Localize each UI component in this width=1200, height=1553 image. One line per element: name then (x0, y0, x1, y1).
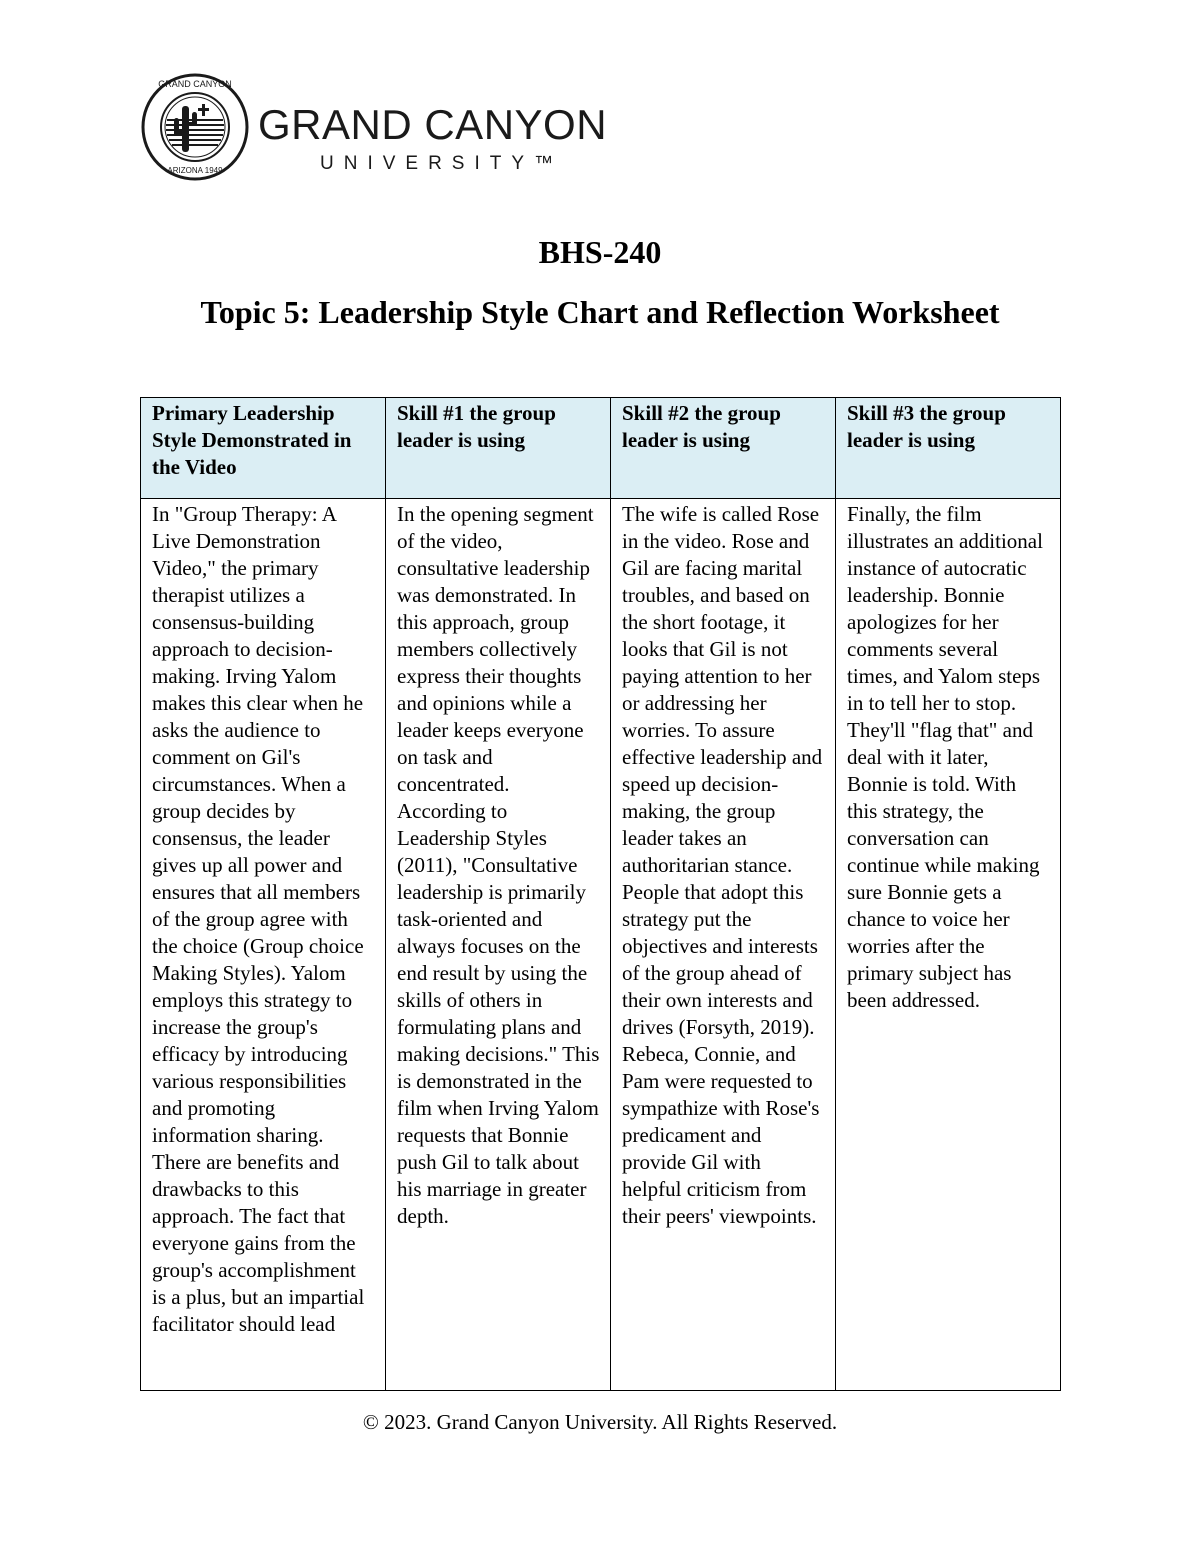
table-row (141, 499, 1061, 1391)
leadership-style-table (140, 397, 1061, 1391)
cell-skill-1: In the opening segment of the video, consultative leadership was demonstrated. In this approach, group members collectively express their thoughts and opinions while a leader keeps everyone on task and concentrated. According to Leadership Styles (2011), "Consultative leadership is primarily task-oriented and always focuses on the end result by using the skills of others in formulating plans and making decisions." This is demonstrated in the film when Irving Yalom requests that Bonnie push Gil to talk about his marriage in greater depth. (386, 499, 611, 1391)
table-header-row (141, 398, 1061, 499)
cell-skill-3: Finally, the film illustrates an additional instance of autocratic leadership. Bonnie apologizes for her comments several times, and Yalom steps in to tell her to stop. They'll "flag that" and deal with it later, Bonnie is told. With this strategy, the conversation can continue while making sure Bonnie gets a chance to voice her worries after the primary subject has been addressed. (836, 499, 1061, 1391)
header-primary-style: Primary Leadership Style Demonstrated in the Video (141, 398, 386, 499)
header-skill-2: Skill #2 the group leader is using (611, 398, 836, 499)
worksheet-title: Topic 5: Leadership Style Chart and Reflection Worksheet (200, 294, 1000, 330)
university-seal-icon (140, 72, 250, 182)
copyright-footer: © 2023. Grand Canyon University. All Rights Reserved. (362, 1410, 838, 1434)
cell-skill-2: The wife is called Rose in the video. Rose and Gil are facing marital troubles, and based on the short footage, it looks that Gil is not paying attention to her or addressing her worries. To assure effective leadership and speed up decision-making, the group leader takes an authoritarian stance. People that adopt this strategy put the objectives and interests of the group ahead of their own interests and drives (Forsyth, 2019). Rebeca, Connie, and Pam were requested to sympathize with Rose's predicament and provide Gil with helpful criticism from their peers' viewpoints. (611, 499, 836, 1391)
university-logo (140, 72, 620, 182)
course-code: BHS-240 (538, 234, 662, 270)
logo-wordmark: GRAND CANYON (258, 101, 608, 148)
cell-primary-style: In "Group Therapy: A Live Demonstration Video," the primary therapist utilizes a consensus-building approach to decision-making. Irving Yalom makes this clear when he asks the audience to comment on Gil's circumstances. When a group decides by consensus, the leader gives up all power and ensures that all members of the group agree with the choice (Group choice Making Styles). Yalom employs this strategy to increase the group's efficacy by introducing various responsibilities and promoting information sharing. There are benefits and drawbacks to this approach. The fact that everyone gains from the group's accomplishment is a plus, but an impartial facilitator should lead (141, 499, 386, 1391)
header-skill-3: Skill #3 the group leader is using (836, 398, 1061, 499)
header-skill-1: Skill #1 the group leader is using (386, 398, 611, 499)
svg-text:GRAND CANYON: GRAND CANYON (158, 79, 232, 89)
svg-text:ARIZONA 1949: ARIZONA 1949 (167, 166, 223, 175)
logo-subtitle: UNIVERSITY™ (320, 153, 564, 174)
